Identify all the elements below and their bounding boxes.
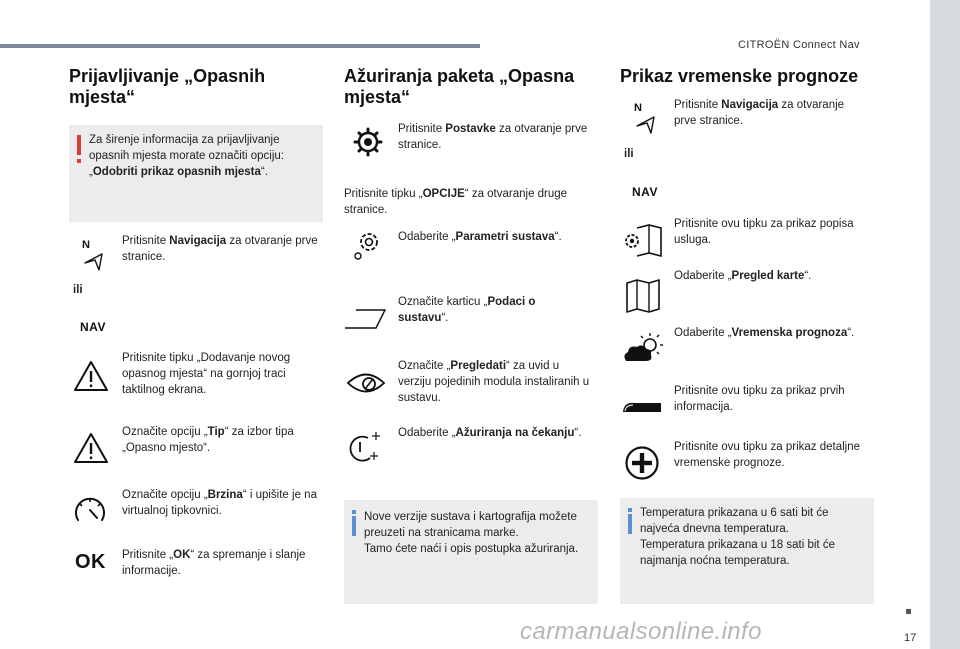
- section-title: Ažuriranja paketa „Opasna mjesta“: [344, 66, 575, 107]
- eye-icon: [346, 370, 386, 396]
- step-settings: Pritisnite Postavke za otvaranje prve stranice.: [398, 123, 588, 151]
- step-detailed-forecast: Pritisnite ovu tipku za prikaz detaljne vremenske prognoze.: [674, 441, 861, 469]
- info-mark-icon: [352, 516, 356, 536]
- continuation-marker: [906, 609, 911, 614]
- warning-mark-icon: [77, 135, 81, 155]
- temperature-bar-icon: [622, 398, 662, 414]
- watermark: carmanualsonline.info: [520, 618, 762, 645]
- header-brand-title: CITROËN Connect Nav: [738, 39, 860, 51]
- section-hazard-update: [344, 66, 598, 108]
- svg-text:N: N: [82, 239, 90, 251]
- step-system-data-tab: Označite karticu „Podaci o sustavu“.: [398, 296, 536, 324]
- gear-icon: [353, 127, 383, 157]
- step-pending-updates: Odaberite „Ažuriranja na čekanju“.: [398, 427, 582, 439]
- step-navigation: Pritisnite Navigacija za otvaranje prve stranice.: [674, 99, 845, 127]
- info-note-text: Temperatura prikazana u 6 sati bit će najveća dnevna temperatura. Temperatura prikazana u 18 sati bit će najmanja noćna temperatura.: [640, 507, 835, 567]
- warning-note-text: Za širenje informacija za prijavljivanje opasnih mjesta morate označiti opciju: „Odobriti prikaz opasnih mjesta“.: [89, 134, 284, 178]
- warning-triangle-icon: [73, 432, 109, 464]
- step-navigation: Pritisnite Navigacija za otvaranje prve stranice.: [122, 235, 318, 263]
- header-rule: [0, 44, 480, 48]
- svg-text:N: N: [634, 102, 642, 114]
- navigation-arrow-icon: [80, 237, 106, 271]
- navigation-arrow-icon: [632, 100, 658, 134]
- step-view-versions: Označite „Pregledati“ za uvid u verziju pojedinih modula instaliranih u sustavu.: [398, 360, 590, 404]
- or-label: ili: [73, 284, 83, 296]
- ok-key-label: OK: [75, 551, 106, 573]
- step-weather-forecast: Odaberite „Vremenska prognoza“.: [674, 327, 855, 339]
- step-select-speed: Označite opciju „Brzina“ i upišite je na virtualnoj tipkovnici.: [122, 489, 317, 517]
- step-select-type: Označite opciju „Tip“ za izbor tipa „Opasno mjesto“.: [122, 426, 294, 454]
- plus-circle-icon: [624, 445, 660, 481]
- speedometer-icon: [73, 494, 107, 524]
- step-options: Pritisnite tipku „OPCIJE“ za otvaranje druge stranice.: [344, 188, 568, 216]
- pending-update-icon: [346, 430, 386, 464]
- info-note-box: [344, 500, 598, 604]
- map-icon: [625, 279, 661, 313]
- info-mark-icon: [628, 514, 632, 534]
- page-number: 17: [904, 632, 917, 644]
- step-system-parameters: Odaberite „Parametri sustava“.: [398, 231, 562, 243]
- tab-icon: [344, 308, 388, 330]
- warning-note-box: [69, 125, 323, 222]
- info-note-box: [620, 498, 874, 604]
- section-title: Prijavljivanje „Opasnih mjesta“: [69, 66, 266, 107]
- system-settings-icon: [352, 228, 382, 262]
- services-icon: [623, 224, 663, 258]
- nav-key-label: NAV: [80, 320, 106, 334]
- step-services-list: Pritisnite ovu tipku za prikaz popisa usluga.: [674, 218, 854, 246]
- section-title: Prikaz vremenske prognoze: [620, 66, 859, 86]
- nav-key-label: NAV: [632, 185, 658, 199]
- section-weather: [620, 66, 874, 87]
- step-confirm-ok: Pritisnite „OK“ za spremanje i slanje informacije.: [122, 549, 306, 577]
- side-margin-strip: [930, 0, 960, 649]
- info-note-text: Nove verzije sustava i kartografija možete preuzeti na stranicama marke. Tamo ćete naći i opis postupka ažuriranja.: [364, 511, 579, 555]
- section-hazard-report: [69, 66, 323, 108]
- step-first-info: Pritisnite ovu tipku za prikaz prvih informacija.: [674, 385, 845, 413]
- weather-sun-cloud-icon: [622, 331, 664, 365]
- or-label: ili: [624, 148, 634, 160]
- step-map-view: Odaberite „Pregled karte“.: [674, 270, 812, 282]
- warning-triangle-icon: [73, 360, 109, 392]
- step-add-hazard: Pritisnite tipku „Dodavanje novog opasnog mjesta“ na gornjoj traci taktilnog ekrana.: [122, 352, 291, 396]
